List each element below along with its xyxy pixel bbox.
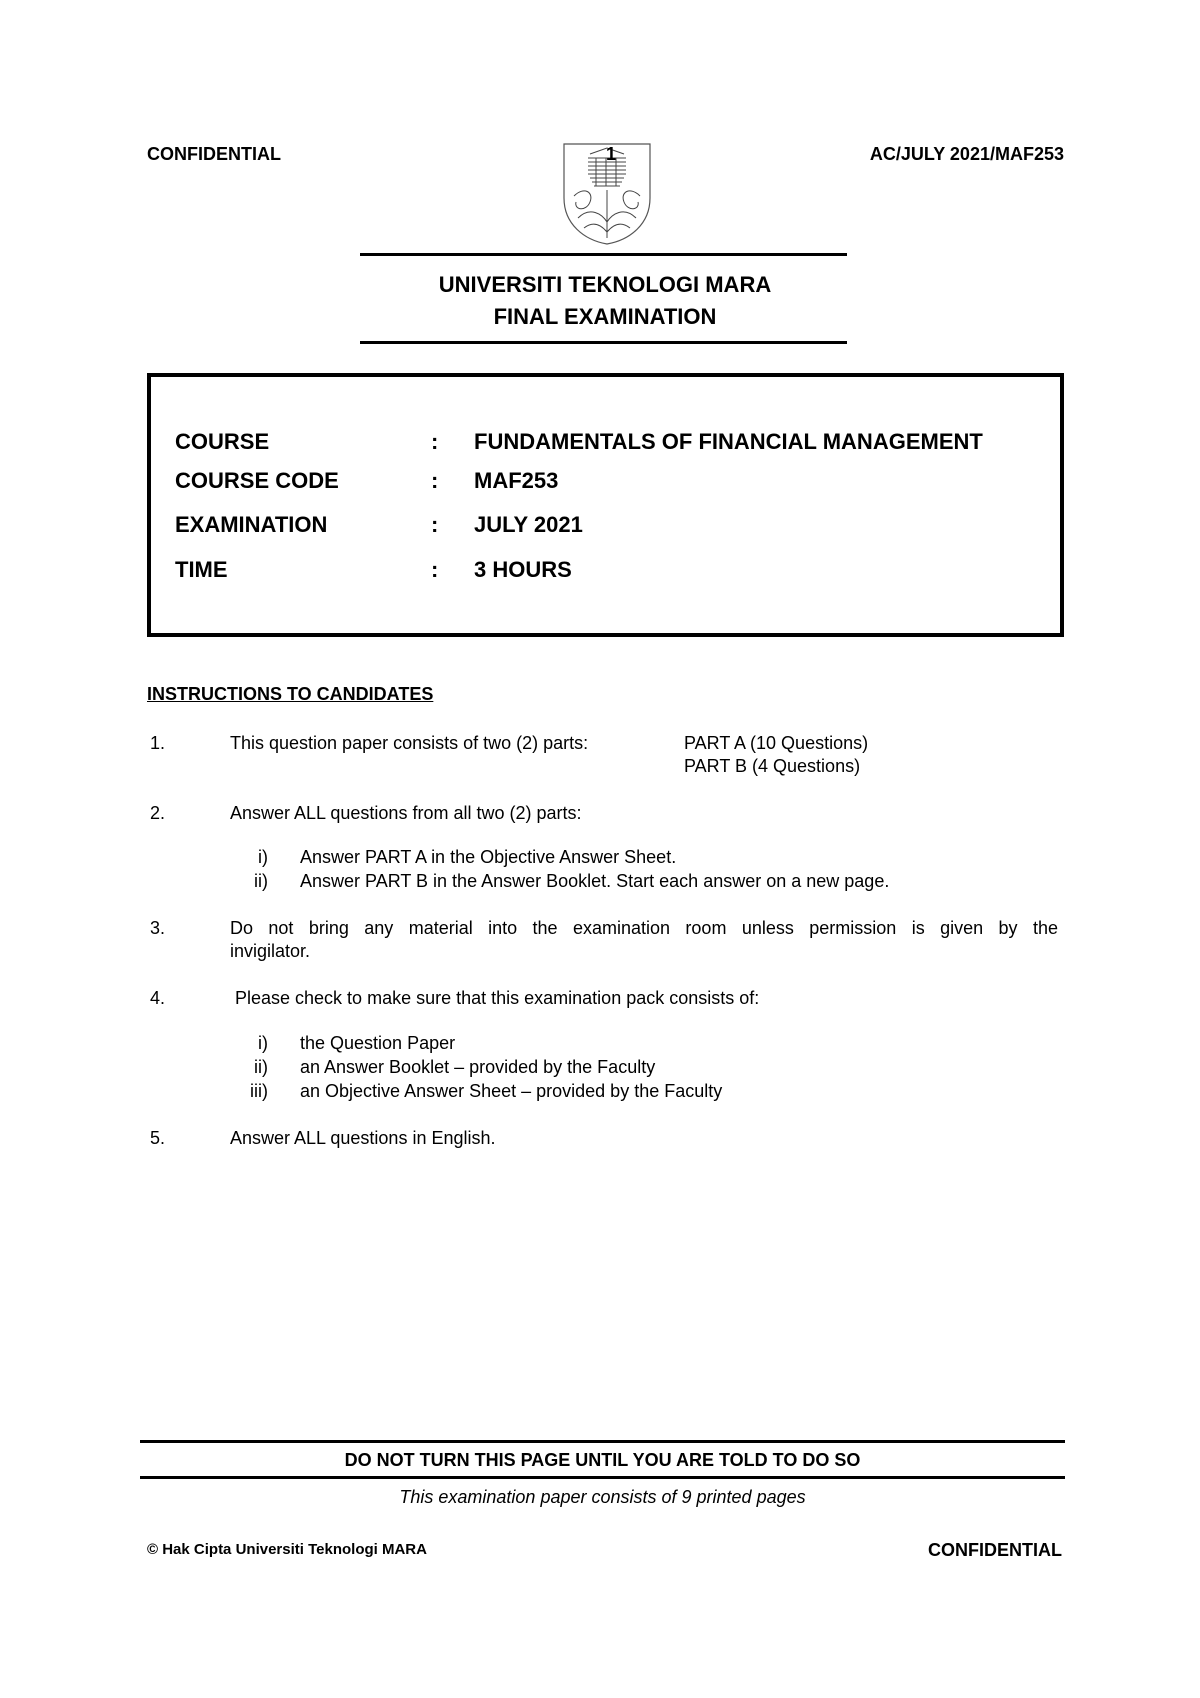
course-label: COURSE: [175, 429, 270, 454]
time-label: TIME: [175, 557, 228, 582]
instruction-2-sub-1-numeral: i): [258, 847, 268, 867]
instructions-heading: INSTRUCTIONS TO CANDIDATES: [147, 684, 434, 704]
footer-bottom-rule: [140, 1476, 1065, 1479]
instruction-1-part-b: PART B (4 Questions): [684, 756, 861, 776]
course-code-value: MAF253: [474, 468, 559, 493]
footer-confidential: CONFIDENTIAL: [928, 1540, 1062, 1560]
instruction-3-line-1: Do not bring any material into the examination room unless permission is given by the: [230, 918, 1058, 938]
header-confidential: CONFIDENTIAL: [147, 144, 281, 164]
instruction-3-number: 3.: [150, 918, 166, 938]
time-value: 3 HOURS: [474, 557, 572, 582]
instruction-4-sub-3-numeral: iii): [250, 1081, 268, 1101]
instruction-4-number: 4.: [150, 988, 166, 1008]
title-top-rule: [360, 253, 847, 256]
copyright-notice: © Hak Cipta Universiti Teknologi MARA: [147, 1541, 427, 1558]
title-bottom-rule: [360, 341, 847, 344]
instruction-1-number: 1.: [150, 733, 166, 753]
examination-row: [151, 512, 1060, 542]
instruction-1-part-a: PART A (10 Questions): [684, 733, 869, 753]
course-code-row: [151, 468, 1060, 498]
examination-label: EXAMINATION: [175, 512, 328, 537]
instruction-2-sub-1-text: Answer PART A in the Objective Answer Sheet.: [300, 847, 677, 867]
course-value: FUNDAMENTALS OF FINANCIAL MANAGEMENT: [474, 429, 983, 454]
instruction-2-sub-2-text: Answer PART B in the Answer Booklet. Start each answer on a new page.: [300, 871, 890, 891]
time-row: [151, 557, 1060, 587]
footer-top-rule: [140, 1440, 1065, 1443]
instruction-1-text: This question paper consists of two (2) parts:: [230, 733, 589, 753]
printed-pages-note: This examination paper consists of 9 printed pages: [399, 1487, 806, 1507]
instruction-2-sub-2-numeral: ii): [254, 871, 268, 891]
page-number: 1: [606, 144, 617, 164]
examination-colon: :: [431, 512, 439, 537]
exam-title: FINAL EXAMINATION: [493, 304, 717, 329]
course-colon: :: [431, 429, 439, 454]
instruction-2-number: 2.: [150, 803, 166, 823]
examination-value: JULY 2021: [474, 512, 583, 537]
do-not-turn-warning: DO NOT TURN THIS PAGE UNTIL YOU ARE TOLD TO DO SO: [344, 1450, 861, 1470]
instruction-5-text: Answer ALL questions in English.: [230, 1128, 496, 1148]
instruction-4-sub-3-text: an Objective Answer Sheet – provided by the Faculty: [300, 1081, 723, 1101]
university-name: UNIVERSITI TEKNOLOGI MARA: [438, 272, 772, 297]
instruction-3-line-2: invigilator.: [230, 941, 311, 961]
instruction-4-sub-1-numeral: i): [258, 1033, 268, 1053]
course-info-box: [147, 373, 1064, 637]
instruction-4-sub-1-text: the Question Paper: [300, 1033, 456, 1053]
course-code-colon: :: [431, 468, 439, 493]
instruction-4-text: Please check to make sure that this examination pack consists of:: [235, 988, 760, 1008]
time-colon: :: [431, 557, 439, 582]
header-course-ref: AC/JULY 2021/MAF253: [869, 144, 1064, 164]
instruction-2-text: Answer ALL questions from all two (2) parts:: [230, 803, 582, 823]
course-code-label: COURSE CODE: [175, 468, 339, 493]
instruction-5-number: 5.: [150, 1128, 166, 1148]
course-row: [151, 429, 1060, 459]
instruction-4-sub-2-text: an Answer Booklet – provided by the Faculty: [300, 1057, 656, 1077]
instruction-4-sub-2-numeral: ii): [254, 1057, 268, 1077]
